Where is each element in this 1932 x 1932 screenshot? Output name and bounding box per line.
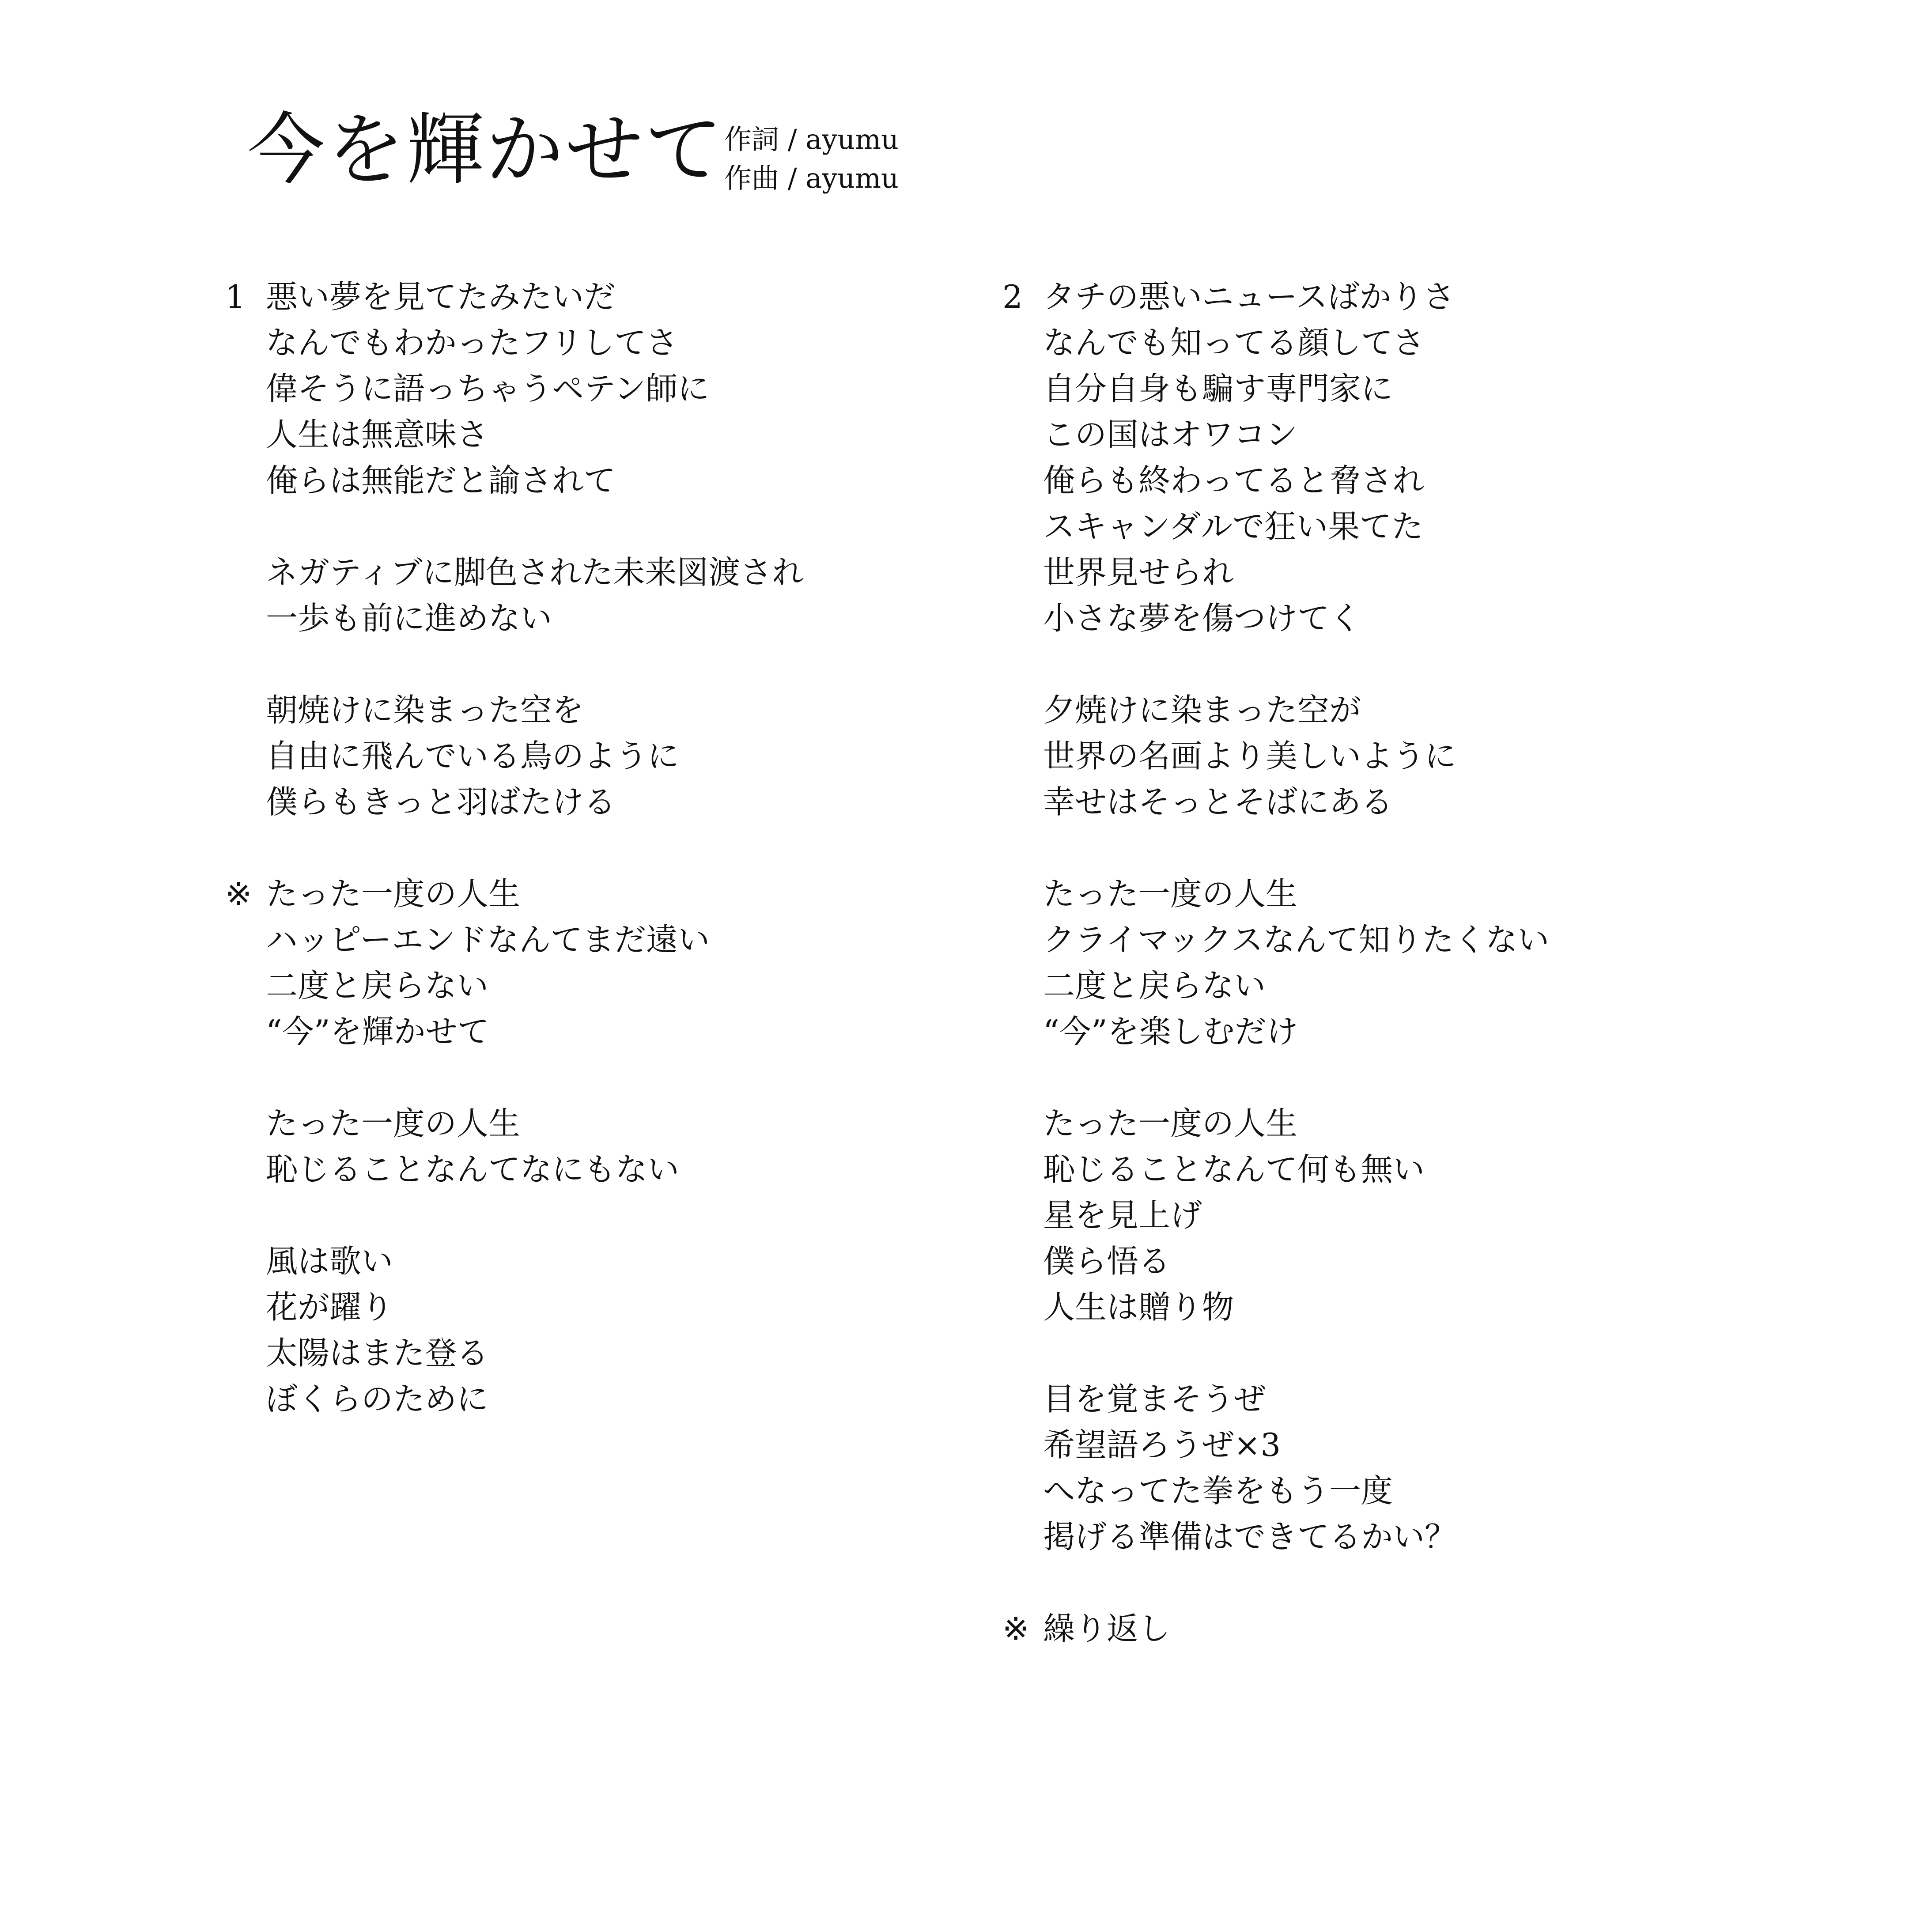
lyric-text: 掲げる準備はできてるかい？ (1043, 1518, 1457, 1555)
lyric-text: たった一度の人生 (266, 1105, 521, 1142)
lyric-text: この国はオワコン (1043, 416, 1298, 453)
lyric-text: 希望語ろうぜ×3 (1043, 1426, 1281, 1463)
lyric-text: ハッピーエンドなんてまだ遠い (266, 921, 710, 958)
lyric-text: “今”を輝かせて (266, 1013, 489, 1050)
lyric-text: 俺らは無能だと諭されて (266, 462, 616, 499)
lyric-text: 繰り返し (1043, 1610, 1171, 1647)
lyric-text: 星を見上げ (1043, 1197, 1202, 1234)
lyric-text: 世界の名画より美しいように (1043, 737, 1457, 775)
lyric-text: 目を覚まそうぜ (1043, 1380, 1266, 1418)
lyric-text: スキャンダルで狂い果てた (1043, 508, 1424, 545)
lyric-text: 俺らも終わってると脅され (1043, 462, 1425, 499)
lyric-text: 人生は贈り物 (1043, 1289, 1234, 1326)
lyric-text: 悪い夢を見てたみたいだ (266, 278, 616, 315)
verse-number: 1 (225, 278, 246, 315)
lyric-text: 人生は無意味さ (266, 416, 489, 453)
composer-credit: 作曲 / ayumu (724, 162, 899, 194)
credits (724, 120, 899, 198)
lyric-text: 朝焼けに染まった空を (266, 692, 584, 729)
lyric-text: たった一度の人生 (1043, 1105, 1298, 1142)
lyric-text: 二度と戻らない (266, 967, 489, 1004)
lyricist-credit: 作詞 / ayumu (724, 123, 899, 155)
lyric-text: 幸せはそっとそばにある (1043, 783, 1393, 820)
lyric-text: 偉そうに語っちゃうペテン師に (266, 370, 710, 407)
lyric-text: なんでもわかったフリしてさ (266, 324, 678, 361)
lyric-text: 世界見せられ (1043, 554, 1234, 591)
lyric-text: たった一度の人生 (266, 875, 521, 912)
verse-number: 2 (1002, 278, 1023, 315)
lyric-text: 一歩も前に進めない (266, 600, 552, 637)
lyric-text: なんでも知ってる顔してさ (1043, 324, 1425, 361)
lyric-text: 僕らもきっと羽ばたける (266, 783, 616, 820)
lyric-text: 花が躍り (266, 1289, 393, 1326)
chorus-marker: ※ (225, 875, 252, 912)
lyric-text: へなってた拳をもう一度 (1043, 1472, 1393, 1509)
lyric-text: ネガティブに脚色された未来図渡され (266, 554, 804, 591)
lyric-text: 夕焼けに染まった空が (1043, 692, 1361, 729)
lyric-text: 自分自身も騙す専門家に (1043, 370, 1393, 407)
lyric-text: クライマックスなんて知りたくない (1043, 921, 1550, 958)
lyric-text: ぼくらのために (266, 1380, 489, 1418)
lyric-text: 恥じることなんてなにもない (266, 1151, 680, 1188)
lyric-text: 小さな夢を傷つけてく (1043, 600, 1361, 637)
lyric-text: たった一度の人生 (1043, 875, 1298, 912)
lyric-text: 僕ら悟る (1043, 1243, 1171, 1280)
chorus-marker: ※ (1002, 1610, 1029, 1647)
lyric-text: タチの悪いニュースばかりさ (1043, 278, 1455, 315)
lyric-text: 恥じることなんて何も無い (1043, 1151, 1425, 1188)
lyric-text: 自由に飛んでいる鳥のように (266, 737, 680, 775)
lyric-text: “今”を楽しむだけ (1043, 1013, 1298, 1050)
lyric-text: 風は歌い (266, 1243, 393, 1280)
song-title: 今を輝かせて (247, 105, 725, 195)
lyric-text: 二度と戻らない (1043, 967, 1266, 1004)
lyric-text: 太陽はまた登る (266, 1335, 489, 1372)
